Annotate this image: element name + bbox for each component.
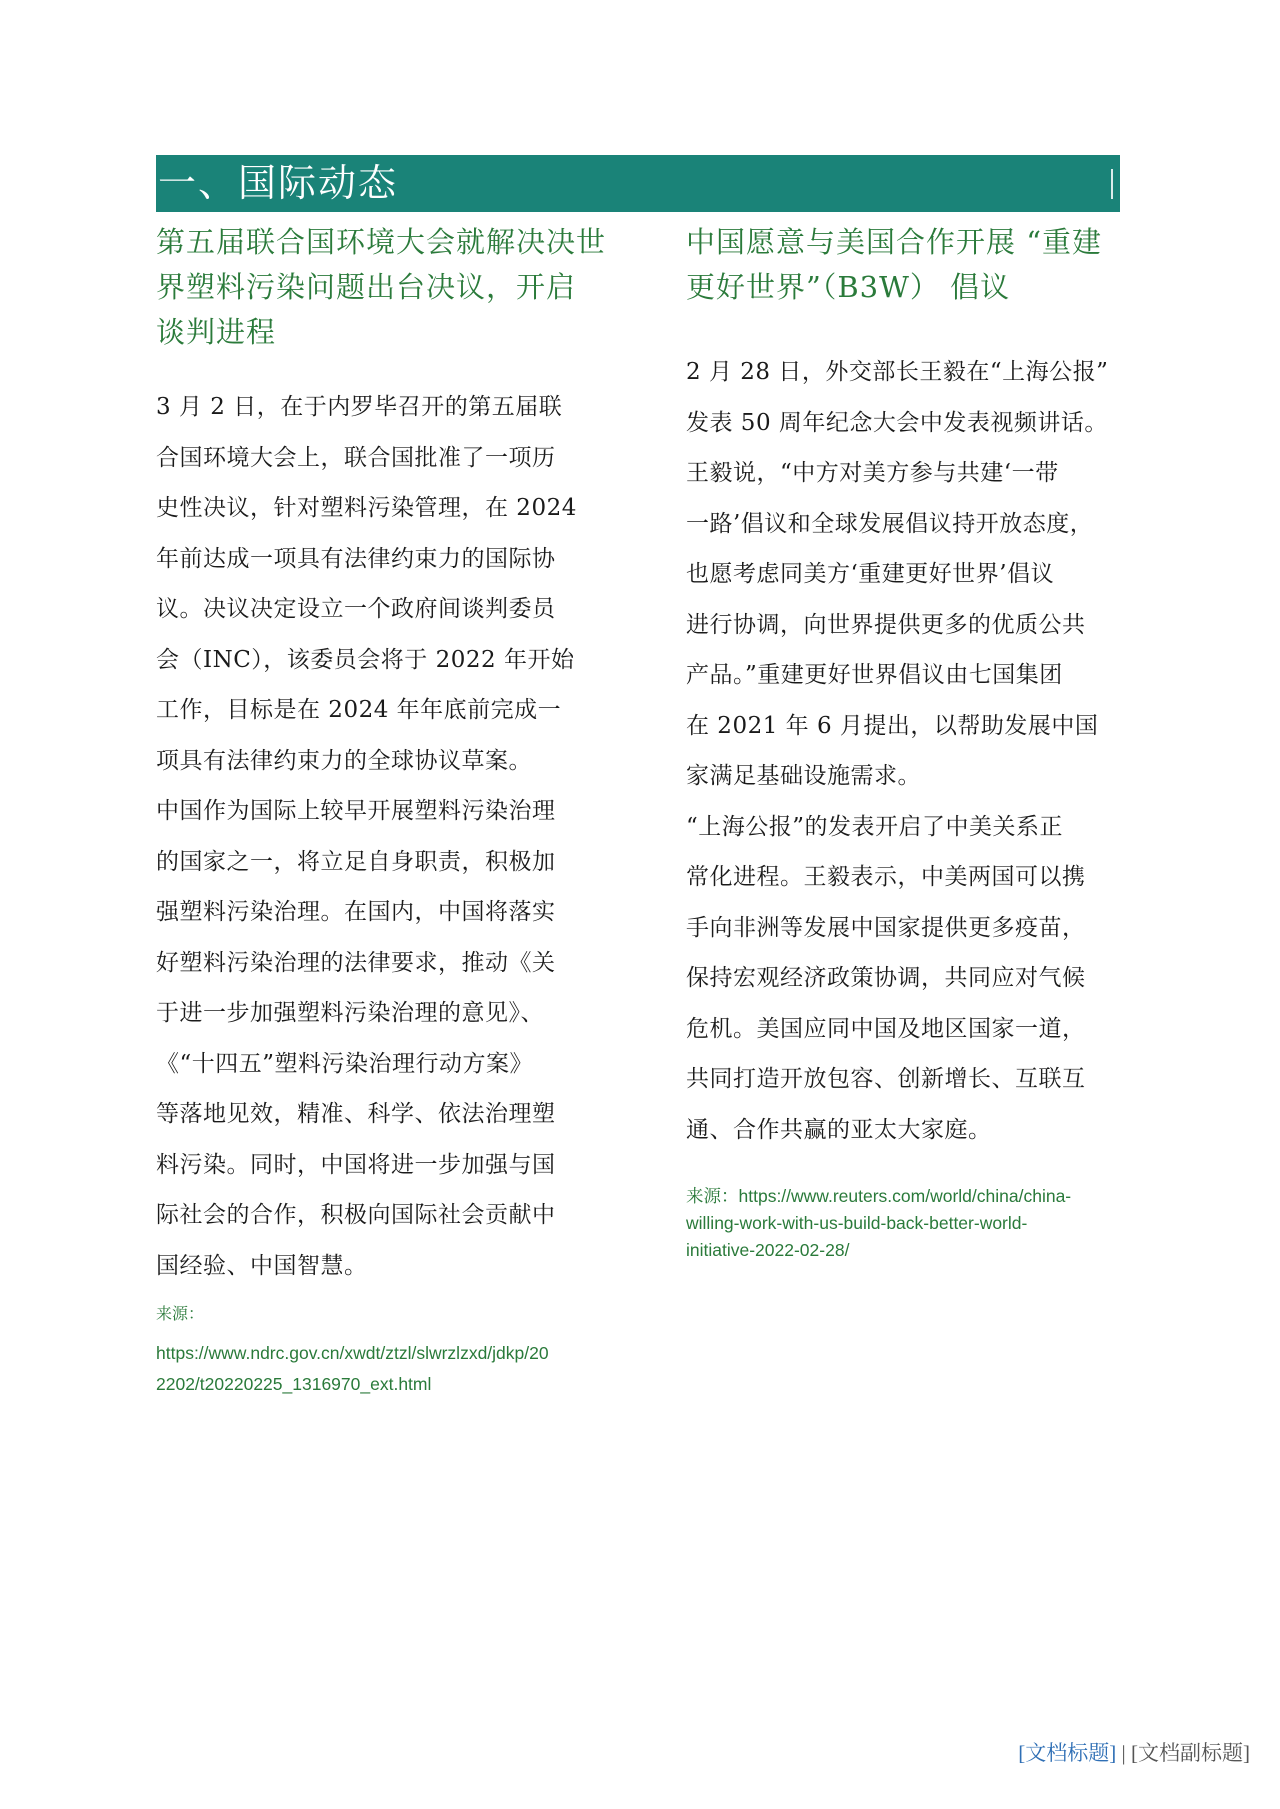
source-link-line: https://www.ndrc.gov.cn/xwdt/ztzl/slwrzlzxd/jdkp/20 [156,1343,549,1363]
body-line: 通、合作共赢的亚太大家庭。 [686,1116,992,1143]
body-line: 也愿考虑同美方‘重建更好世界’倡议 [686,561,1055,587]
article-left-headline [156,220,606,355]
body-line: “上海公报”的发表开启了中美关系正 [686,813,1064,840]
article-right-body [686,347,1146,1155]
article-left [156,220,606,1400]
section-title: 一、国际动态 [158,161,399,205]
body-line: 料污染。同时，中国将进一步加强与国 [156,1151,556,1178]
source-link[interactable] [686,1183,1146,1264]
headline-line: 中国愿意与美国合作开展 “重建 [686,225,1103,259]
article-left-body [156,382,606,1291]
body-line: 一路’倡议和全球发展倡议持开放态度， [686,510,1094,537]
source-link-line: willing-work-with-us-build-back-better-world- [686,1213,1028,1233]
body-line: 际社会的合作，积极向国际社会贡献中 [156,1202,556,1228]
body-line: 共同打造开放包容、创新增长、互联互 [686,1066,1086,1092]
banner-divider [1111,169,1113,199]
body-line: 合国环境大会上，联合国批准了一项历 [156,444,556,471]
body-line: 议。决议决定设立一个政府间谈判委员 [156,596,556,622]
headline-line: 更好世界”（B3W） 倡议 [686,270,1011,304]
article-right-headline [686,220,1146,310]
section-banner [156,155,1120,212]
body-line: 国经验、中国智慧。 [156,1252,368,1279]
body-line: 工作，目标是在 2024 年年底前完成一 [156,697,562,723]
body-line: 手向非洲等发展中国家提供更多疫苗， [686,914,1086,941]
body-line: 好塑料污染治理的法律要求，推动《关 [156,949,556,976]
body-line: 等落地见效，精准、科学、依法治理塑 [156,1101,556,1127]
body-line: 强塑料污染治理。在国内，中国将落实 [156,899,556,925]
body-line: 家满足基础设施需求。 [686,763,921,789]
source-link-line: initiative-2022-02-28/ [686,1240,850,1260]
page-footer [1018,1737,1250,1767]
body-line: 常化进程。王毅表示，中美两国可以携 [686,864,1086,890]
body-line: 年前达成一项具有法律约束力的国际协 [156,545,556,572]
body-line: 王毅说，“中方对美方参与共建‘一带 [686,460,1059,486]
body-line: 《“十四五”塑料污染治理行动方案》 [156,1050,534,1077]
headline-line: 谈判进程 [156,315,277,349]
body-line: 产品。”重建更好世界倡议由七国集团 [686,662,1063,688]
footer-separator: | [1116,1741,1131,1765]
body-line: 史性决议，针对塑料污染管理，在 2024 [156,495,577,521]
headline-line: 第五届联合国环境大会就解决决世 [156,225,607,259]
body-line: 中国作为国际上较早开展塑料污染治理 [156,798,556,824]
body-line: 于进一步加强塑料污染治理的意见》、 [156,1000,544,1026]
body-line: 保持宏观经济政策协调，共同应对气候 [686,965,1086,991]
doc-title-placeholder[interactable]: [文档标题] [1018,1741,1117,1765]
source-label: 来源： [156,1306,205,1323]
body-line: 进行协调，向世界提供更多的优质公共 [686,611,1086,638]
headline-line: 界塑料污染问题出台决议，开启 [156,270,577,304]
body-line: 在 2021 年 6 月提出，以帮助发展中国 [686,712,1099,739]
doc-subtitle-placeholder[interactable]: [文档副标题] [1131,1741,1250,1765]
body-line: 2 月 28 日，外交部长王毅在“上海公报” [686,359,1109,385]
body-line: 项具有法律约束力的全球协议草案。 [156,747,532,774]
body-line: 3 月 2 日，在于内罗毕召开的第五届联 [156,394,563,420]
body-line: 会（INC），该委员会将于 2022 年开始 [156,646,575,673]
source-link-line: 2202/t20220225_1316970_ext.html [156,1374,432,1394]
body-line: 发表 50 周年纪念大会中发表视频讲话。 [686,409,1108,436]
body-line: 危机。美国应同中国及地区国家一道， [686,1015,1086,1042]
source-link-line: 来源：https://www.reuters.com/world/china/china- [686,1186,1072,1206]
source-link[interactable] [156,1338,606,1400]
article-right [686,220,1146,1264]
body-line: 的国家之一，将立足自身职责，积极加 [156,848,556,875]
